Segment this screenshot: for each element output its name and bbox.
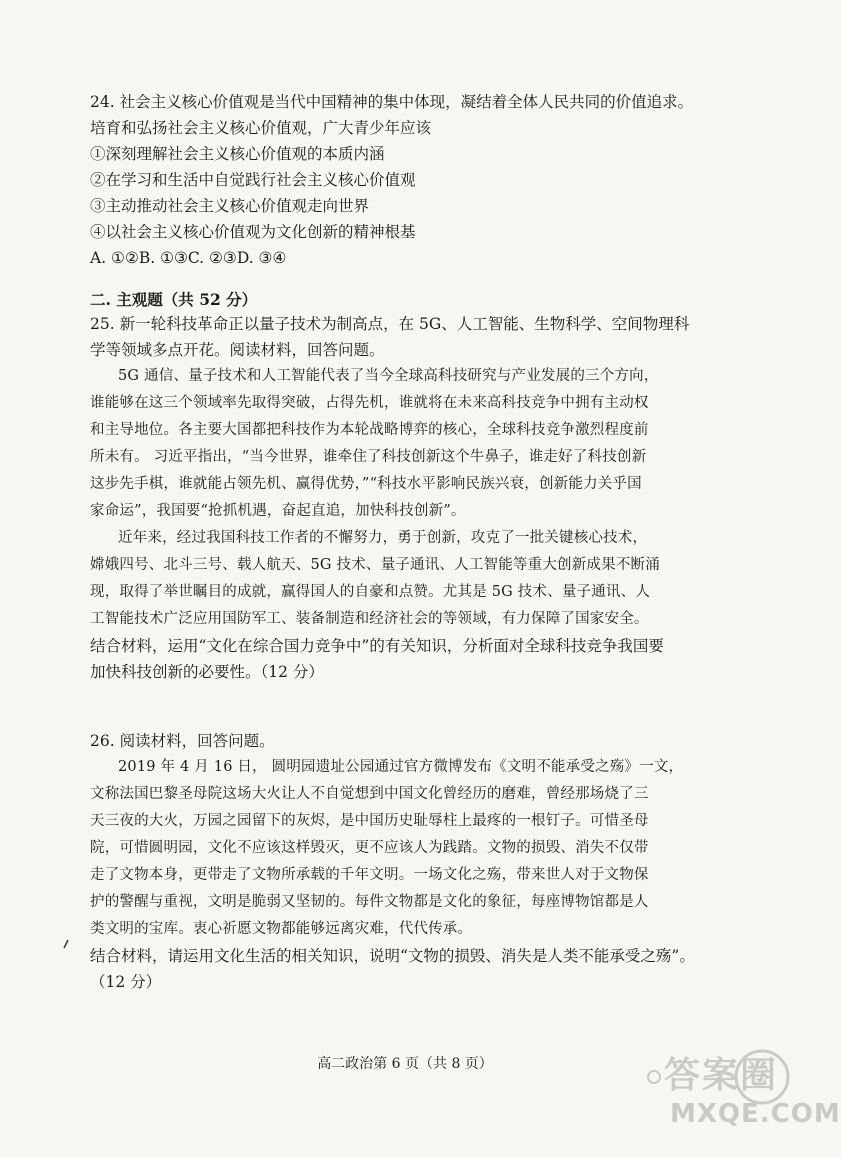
q26-material-line-4: 院，可惜圆明园，文化不应该这样毁灭，更不应该人为践踏。文物的损毁、消失不仅带 — [90, 840, 649, 856]
q24-choices: A. ①②B. ①③C. ②③D. ③④ — [90, 249, 287, 267]
q25-material2-line-1: 近年来，经过我国科技工作者的不懈努力，勇于创新，攻克了一批关键核心技术， — [118, 530, 648, 546]
page-footer: 高二政治第 6 页（共 8 页） — [317, 1056, 493, 1072]
q26-material-line-5: 走了文物本身，更带走了文物所承载的千年文明。一场文化之殇，带来世人对于文物保 — [90, 867, 649, 883]
q25-material-line-4: 所未有。 习近平指出，“当今世界，谁牵住了科技创新这个牛鼻子，谁走好了科技创新 — [90, 449, 647, 465]
section-2-title: 二. 主观题（共 52 分） — [90, 290, 258, 309]
q26-question-line-2: （12 分） — [90, 973, 162, 991]
q25-question-line-1: 结合材料，运用“文化在综合国力竞争中”的有关知识，分析面对全球科技竞争我国要 — [90, 637, 664, 655]
q24-option-4: ④以社会主义核心价值观为文化创新的精神根基 — [90, 223, 416, 241]
q25-material-line-1: 5G 通信、量子技术和人工智能代表了当今全球高科技研究与产业发展的三个方向， — [118, 368, 659, 384]
question-26 — [90, 728, 730, 995]
q25-material2-line-4: 工智能技术广泛应用国防军工、装备制造和经济社会的等领域，有力保障了国家安全。 — [90, 611, 649, 627]
q26-material-line-1: 2019 年 4 月 16 日， 圆明园遗址公园通过官方微博发布《文明不能承受之殇》一文， — [118, 759, 684, 775]
question-24 — [90, 89, 730, 271]
q25-question-line-2: 加快科技创新的必要性。（12 分） — [90, 663, 324, 681]
q25-material-line-5: 这步先手棋，谁就能占领先机、赢得优势，”“科技水平影响民族兴衰，创新能力关乎国 — [90, 476, 642, 492]
q25-material2-line-2: 嫦娥四号、北斗三号、载人航天、5G 技术、量子通讯、人工智能等重大创新成果不断涌 — [90, 557, 660, 573]
watermark — [644, 1037, 841, 1147]
q26-stem: 26. 阅读材料，回答问题。 — [90, 732, 275, 750]
q26-material-line-7: 类文明的宝库。衷心祈愿文物都能够远离灾难，代代传承。 — [90, 921, 473, 937]
q26-material-line-3: 天三夜的大火，万园之园留下的灰烬，是中国历史耻辱柱上最疼的一根钉子。可惜圣母 — [90, 813, 649, 829]
q26-material-line-6: 护的警醒与重视，文明是脆弱又坚韧的。每件文物都是文化的象征，每座博物馆都是人 — [90, 894, 649, 910]
q25-material-line-6: 家命运”，我国要“抢抓机遇，奋起直追，加快科技创新”。 — [90, 503, 466, 519]
watermark-url: MXQE.COM — [670, 1099, 841, 1129]
q26-material-line-2: 文称法国巴黎圣母院这场大火让人不自觉想到中国文化曾经历的磨难，曾经那场烧了三 — [90, 786, 649, 802]
q24-option-1: ①深刻理解社会主义核心价值观的本质内涵 — [90, 145, 385, 163]
q25-stem-line-1: 25. 新一轮科技革命正以量子技术为制高点，在 5G、人工智能、生物科学、空间物理科 — [90, 315, 690, 333]
q24-stem-line-2: 培育和弘扬社会主义核心价值观，广大青少年应该 — [90, 119, 432, 137]
q25-material2-line-3: 现，取得了举世瞩目的成就，赢得国人的自豪和点赞。尤其是 5G 技术、量子通讯、人 — [90, 584, 651, 600]
q25-material-line-2: 谁能够在这三个领域率先取得突破，占得先机，谁就将在未来高科技竞争中拥有主动权 — [90, 395, 649, 411]
q26-question-line-1: 结合材料，请运用文化生活的相关知识，说明“文物的损毁、消失是人类不能承受之殇”。 — [90, 947, 695, 965]
section-2-header — [90, 287, 730, 313]
scan-mark — [62, 938, 72, 950]
q25-stem-line-2: 学等领域多点开花。阅读材料，回答问题。 — [90, 341, 385, 359]
watermark-logo: 答案圈 — [664, 1055, 779, 1096]
q24-stem-line-1: 24. 社会主义核心价值观是当代中国精神的集中体现，凝结着全体人民共同的价值追求。 — [90, 93, 694, 111]
q25-material-line-3: 和主导地位。各主要大国都把科技作为本轮战略博弈的核心，全球科技竞争激烈程度前 — [90, 422, 649, 438]
question-25 — [90, 311, 730, 685]
q24-option-3: ③主动推动社会主义核心价值观走向世界 — [90, 197, 370, 215]
q24-option-2: ②在学习和生活中自觉践行社会主义核心价值观 — [90, 171, 416, 189]
